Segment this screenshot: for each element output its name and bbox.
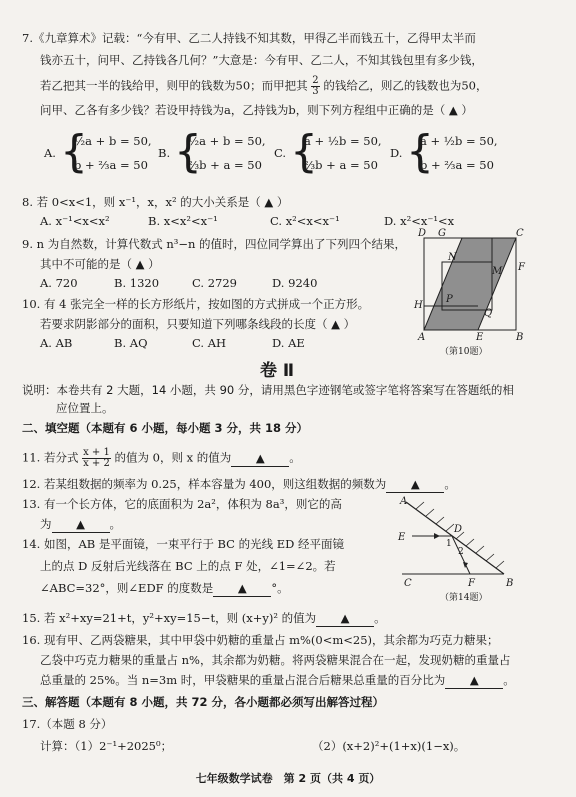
- q14-label-angle-2: 2: [458, 547, 464, 557]
- q10-label-p: P: [446, 294, 453, 305]
- exam-page: 7.《九章算术》记载：“今有甲、乙二人持钱不知其数，甲得乙半而钱五十，乙得甲太半而 钱亦五十，问甲、乙持钱各几何？”大意是：今有甲、乙二人，不知其钱包里有多少钱， 若乙把其一半的钱给甲，则甲的钱数为50；而甲把其 $\frac{2}{3}$ 的钱给乙，则乙的钱数也为50， 问甲、乙各有多少钱？若设甲持钱为a，乙持钱为b，则下列方程组中正确的是（ ▲ ） A. { ½a + b = 50, b + ⅔a = 50 B. { ½a + b = 50, ⅔b + a = 50 C. { a + ½b = 50, ⅔b + a = 50 D. { a + ½b = 50, b + ⅔a = 50 8. 若 0<x<1，则 x⁻¹，x，x² 的大小关系是（ ▲ ） A. x⁻¹<x<x² B. x<x²<x⁻¹ C. x²<x<x⁻¹ D. x²<x⁻¹<x 9. n 为自然数，计算代数式 n³−n 的值时，四位同学算出了下列四个结果， 其中不可能的是（ ▲ ） A. 720 B. 1320 C. 2729 D. 9240 10. 有 4 张完全一样的长方形纸片，按如图的方式拼成一个正方形。 若要求阴影部分的面积，只要知道下列哪条线段的长度（ ▲ ） A. AB B. AQ C. AH D. AE D G C N M F P H Q A E B （第10题） 卷 Ⅱ 说明：本卷共有 2 大题，14 小题，共 90 分，请用黑色字迹钢笔或签字笔将答案写在答题纸的相 应位置上。 二、填空题（本题有 6 小题，每小题 3 分，共 18 分） 11. 若分式 $\frac{x + 1}{x + 2}$ 的值为 0，则 x 的值为 ▲ 。 12. 若某组数据的频率为 0.25，样本容量为 400，则这组数据的频数为 ▲ 。 13. 有一个长方体，它的底面积为 2a²，体积为 8a³，则它的高 为 ▲ 。 14. 如图，AB 是平面镜，一束平行于 BC 的光线 ED 经平面镜 上的点 D 反射后光线落在 BC 上的点 F 处，∠1=∠2。若 ∠ABC=32°，则∠EDF 的度数是 ▲ °。 A E D 1 2 C F B （第14题） 15. 若 x²+xy=21+t，y²+xy=15−t，则 (x+y)² 的值为 ▲ 。 16. 现有甲、乙两袋糖果，其中甲袋中奶糖的重量占 m%(0<m<25)，其余都为巧克力糖果； 乙袋中巧克力糖果的重量占 n%，其余都为奶糖。将两袋糖果混合在一起，发现奶糖的重量占 总重量的 25%。当 n=3m 时，甲袋糖果的重量占混合后糖果总重量的百分比为 ▲ 。 三、解答题（本题有 8 小题，共 72 分，各小题都必须写出解答过程） 17.（本题 8 分） 计算：（1）2⁻¹+2025⁰； （2）(x+2)²+(1+x)(1−x)。 七年级数学试卷 第 2 页（共 4 页）: [0, 0, 576, 797]
- q11-fraction: $\frac{x + 1}{x + 2}$: [83, 447, 110, 469]
- q8-stem: 8. 若 0<x<1，则 x⁻¹，x，x² 的大小关系是（ ▲ ）: [22, 195, 289, 209]
- q9-option-b: B. 1320: [114, 276, 160, 290]
- q7-line-4: 问甲、乙各有多少钱？若设甲持钱为a，乙持钱为b，则下列方程组中正确的是（ ▲ ）: [40, 103, 473, 117]
- q16-line-1: 16. 现有甲、乙两袋糖果，其中甲袋中奶糖的重量占 m%(0<m<25)，其余都为巧克力糖果；: [22, 633, 499, 647]
- q14-label-a: A: [400, 496, 408, 507]
- q13-line-1: 13. 有一个长方体，它的底面积为 2a²，体积为 8a³，则它的高: [22, 497, 342, 511]
- section-2-note-2: 应位置上。: [56, 401, 114, 415]
- q14-line-2: 上的点 D 反射后光线落在 BC 上的点 F 处，∠1=∠2。若: [40, 559, 336, 573]
- q14-answer-blank: ▲: [213, 580, 271, 597]
- q17-part-2: （2）(x+2)²+(1+x)(1−x)。: [312, 739, 466, 753]
- q9-stem-2: 其中不可能的是（ ▲ ）: [40, 257, 160, 271]
- q14-caption: （第14题）: [440, 593, 488, 603]
- q8-option-d: D. x²<x⁻¹<x: [384, 214, 455, 228]
- q10-label-b: B: [516, 332, 524, 343]
- q16-line-3: 总重量的 25%。当 n=3m 时，甲袋糖果的重量占混合后糖果总重量的百分比为 ▲ 。: [40, 673, 515, 687]
- q10-label-h: H: [414, 300, 423, 311]
- q10-label-g: G: [438, 228, 446, 239]
- q7-line-3: 若乙把其一半的钱给甲，则甲的钱数为50；而甲把其 $\frac{2}{3}$ 的钱给乙，则乙的钱数也为50，: [40, 75, 488, 97]
- q10-caption: （第10题）: [440, 347, 488, 357]
- q10-option-a: A. AB: [40, 336, 73, 350]
- q8-option-c: C. x²<x<x⁻¹: [270, 214, 340, 228]
- q10-figure: [412, 228, 528, 358]
- q10-shaded-parallelogram: [424, 238, 516, 330]
- section-2-note-1: 说明：本卷共有 2 大题，14 小题，共 90 分，请用黑色字迹钢笔或签字笔将答案写在答题纸的相: [22, 383, 514, 397]
- q17-part-1: （1）2⁻¹+2025⁰；: [74, 739, 173, 753]
- q14-label-e: E: [398, 532, 406, 543]
- q15: 15. 若 x²+xy=21+t，y²+xy=15−t，则 (x+y)² 的值为 ▲ 。: [22, 611, 386, 625]
- q7-line-1: 7.《九章算术》记载：“今有甲、乙二人持钱不知其数，甲得乙半而钱五十，乙得甲太半而: [22, 31, 476, 45]
- q7-fraction: $\frac{2}{3}$: [312, 75, 319, 97]
- q10-option-d: D. AE: [272, 336, 305, 350]
- q14-figure: [394, 494, 518, 606]
- q13-answer-blank: ▲: [52, 516, 110, 533]
- q10-label-e: E: [476, 332, 484, 343]
- q10-label-c: C: [516, 228, 524, 239]
- part-3-heading: 三、解答题（本题有 8 小题，共 72 分，各小题都必须写出解答过程）: [22, 695, 385, 709]
- q14-label-d: D: [454, 524, 463, 535]
- q11: 11. 若分式 $\frac{x + 1}{x + 2}$ 的值为 0，则 x 的值为 ▲ 。: [22, 447, 301, 469]
- q14-label-c: C: [404, 578, 412, 589]
- q9-option-d: D. 9240: [272, 276, 318, 290]
- q8-option-b: B. x<x²<x⁻¹: [148, 214, 218, 228]
- q16-line-2: 乙袋中巧克力糖果的重量占 n%，其余都为奶糖。将两袋糖果混合在一起，发现奶糖的重量占: [40, 653, 511, 667]
- q10-label-m: M: [492, 266, 503, 277]
- q10-option-b: B. AQ: [114, 336, 148, 350]
- q14-line-3: ∠ABC=32°，则∠EDF 的度数是 ▲ °。: [40, 581, 289, 595]
- q14-label-b: B: [506, 578, 514, 589]
- q9-option-a: A. 720: [40, 276, 78, 290]
- q12: 12. 若某组数据的频率为 0.25，样本容量为 400，则这组数据的频数为 ▲ 。: [22, 477, 456, 491]
- q10-label-q: Q: [484, 308, 493, 319]
- q11-answer-blank: ▲: [231, 450, 289, 467]
- part-2-heading: 二、填空题（本题有 6 小题，每小题 3 分，共 18 分）: [22, 421, 309, 435]
- q10-option-c: C. AH: [192, 336, 227, 350]
- q13-line-2: 为 ▲ 。: [40, 517, 121, 531]
- q10-label-d: D: [418, 228, 427, 239]
- q17-calc: 计算：（1）2⁻¹+2025⁰；: [40, 739, 173, 753]
- q8-option-a: A. x⁻¹<x<x²: [40, 214, 110, 228]
- q7-line-2: 钱亦五十，问甲、乙持钱各几何？”大意是：今有甲、乙二人，不知其钱包里有多少钱，: [40, 53, 483, 67]
- q10-label-a: A: [418, 332, 426, 343]
- q15-answer-blank: ▲: [316, 610, 374, 627]
- q10-label-f: F: [518, 262, 525, 273]
- q17-head: 17.（本题 8 分）: [22, 717, 113, 731]
- q9-stem: 9. n 为自然数，计算代数式 n³−n 的值时，四位同学算出了下列四个结果，: [22, 237, 407, 251]
- section-2-title: 卷 Ⅱ: [260, 361, 295, 381]
- q14-line-1: 14. 如图，AB 是平面镜，一束平行于 BC 的光线 ED 经平面镜: [22, 537, 345, 551]
- q9-option-c: C. 2729: [192, 276, 237, 290]
- q14-label-f: F: [468, 578, 475, 589]
- page-footer: 七年级数学试卷 第 2 页（共 4 页）: [195, 772, 381, 785]
- q14-mirror-ab: [406, 502, 504, 574]
- q10-label-n: N: [448, 252, 457, 263]
- q10-stem-2: 若要求阴影部分的面积，只要知道下列哪条线段的长度（ ▲ ）: [40, 317, 356, 331]
- q12-answer-blank: ▲: [386, 476, 444, 493]
- q16-answer-blank: ▲: [445, 672, 503, 689]
- q14-label-angle-1: 1: [446, 539, 452, 549]
- q10-stem: 10. 有 4 张完全一样的长方形纸片，按如图的方式拼成一个正方形。: [22, 297, 370, 311]
